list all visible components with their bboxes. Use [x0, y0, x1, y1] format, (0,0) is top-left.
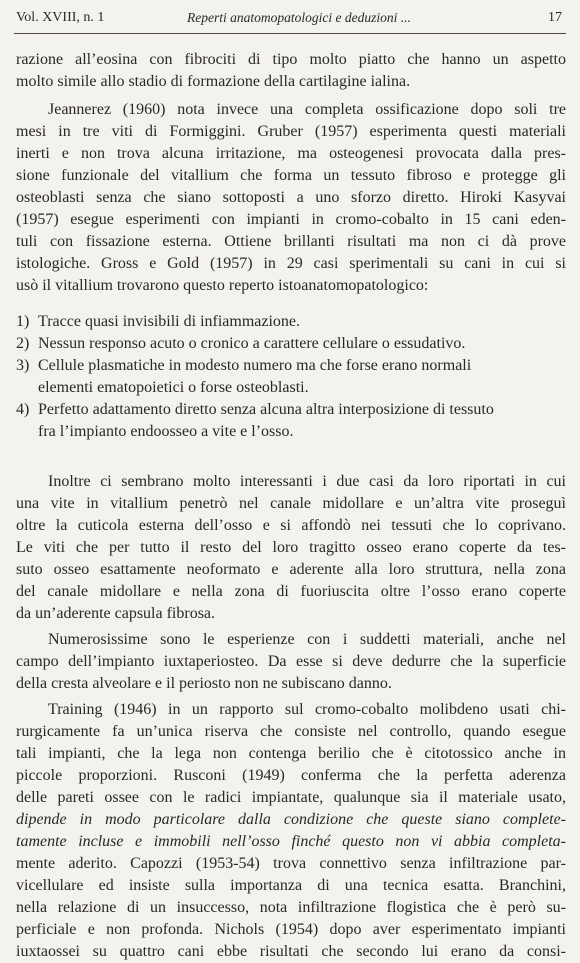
list-number: 2)	[16, 335, 30, 352]
list-line	[16, 399, 566, 421]
text-line: suto osseo esattamente neoformato e aderente alla loro struttura, nella zona	[16, 561, 566, 578]
list-line	[16, 355, 566, 377]
list-number: 4)	[16, 401, 30, 418]
text-line: della cresta alveolare e il periosto non ne subiscano danno.	[16, 675, 392, 692]
text-line: perficiale e non profonda. Nichols (1954) dopo aver esperimentato impianti	[16, 921, 566, 938]
text-line: inerti e non trova alcuna irritazione, ma osteogenesi provocata dalla pres-	[16, 145, 566, 162]
list-line: elementi ematopoietici o forse osteoblasti.	[38, 379, 309, 396]
text-line: Training (1946) in un rapporto sul cromo-cobalto molibdeno usati chi-	[48, 701, 566, 718]
list-text: Perfetto adattamento diretto senza alcuna altra interposizione di tessuto	[38, 401, 494, 418]
text-line: mente aderito. Capozzi (1953-54) trova connettivo senza infiltrazione par-	[16, 855, 566, 872]
text-line: tali impianti, che la lega non contenga berilio che è citotossico anche in	[16, 745, 566, 762]
list-text: Cellule plasmatiche in modesto numero ma che forse erano normali	[38, 357, 472, 374]
list-number: 3)	[16, 357, 30, 374]
text-line: piccole proporzioni. Rusconi (1949) conferma che la perfetta aderenza	[16, 767, 566, 784]
page-header	[16, 10, 564, 32]
text-line: Numerosissime sono le esperienze con i suddetti materiali, anche nel	[48, 631, 566, 648]
text-line: rurgicamente fa un’unica riserva che consiste nel controllo, quando esegue	[16, 723, 566, 740]
text-line: delle pareti ossee con le radici impiantate, qualunque sia il materiale usato,	[16, 789, 566, 806]
text-line: molto simile allo stadio di formazione della cartilagine ialina.	[16, 73, 411, 90]
paragraph-3	[16, 471, 566, 625]
paragraph-4	[16, 629, 566, 695]
paragraph-1	[16, 49, 566, 93]
text-line: tuli con fissazione esterna. Ottiene brillanti risultati ma non ci dà prove	[16, 233, 566, 250]
list-number: 1)	[16, 313, 30, 330]
text-line: iuxtaossei su quattro cani ebbe risultati che secondo lui erano da consi-	[16, 943, 566, 960]
text-line: del canale midollare e nella zona di fuoriuscita oltre l’osso erano coperte	[16, 583, 566, 600]
text-line: nella relazione di un insuccesso, nota infiltrazione flogistica che è però su-	[16, 899, 566, 916]
text-line: istologiche. Gross e Gold (1957) in 29 casi sperimentali su cani in cui si	[16, 255, 566, 272]
numbered-list	[16, 311, 566, 443]
text-line: Inoltre ci sembrano molto interessanti i due casi da loro riportati in cui	[48, 473, 566, 490]
italic-line: tamente incluse e immobili nell’osso finché questo non vi abbia completa-	[16, 833, 566, 850]
list-line: fra l’impianto endoosseo a vite e l’osso.	[38, 423, 294, 440]
list-item	[16, 399, 566, 443]
text-line: osteoblasti senza che siano sottoposti a uno sforzo diretto. Hiroki Kasyvai	[16, 189, 566, 206]
list-line	[16, 333, 566, 355]
text-line: razione all’eosina con fibrociti di tipo molto piatto che hanno un aspetto	[16, 51, 566, 68]
page-number: 17	[548, 10, 562, 25]
text-line: campo dell’impianto iuxtaperiosteo. Da esse si deve dedurre che la superficie	[16, 653, 566, 670]
text-line: (1957) esegue esperimenti con impianti in cromo-cobalto in 15 cani eden-	[16, 211, 566, 228]
paragraph-5	[16, 699, 566, 963]
text-line: una vite in vitallium penetrò nel canale midollare e un’altra vite proseguì	[16, 495, 566, 512]
spacer	[16, 297, 566, 311]
text-line: oltre la cuticola esterna dell’osso e si affondò nei tessuti che lo coprivano.	[16, 517, 566, 534]
spacer	[16, 443, 566, 471]
list-item	[16, 311, 566, 333]
text-line: da un’aderente capsula fibrosa.	[16, 605, 216, 622]
page-body	[16, 49, 566, 963]
text-line: mesi in tre viti di Formiggini. Gruber (1957) esperimenta questi materiali	[16, 123, 566, 140]
italic-line: dipende in modo particolare dalla condizione che queste siano complete-	[16, 811, 566, 828]
list-item	[16, 355, 566, 399]
header-rule	[14, 33, 566, 34]
text-line: vicellulare ed insiste sulla importanza di una tecnica esatta. Branchini,	[16, 877, 566, 894]
text-line: usò il vitallium trovarono questo reperto istoanatomopatologico:	[16, 277, 429, 294]
volume-label: Vol. XVIII, n. 1	[16, 10, 105, 25]
paragraph-2	[16, 99, 566, 297]
text-line: Le viti che per tutto il resto del loro tragitto osseo erano coperte da tes-	[16, 539, 566, 556]
list-item	[16, 333, 566, 355]
running-title: Reperti anatomopatologici e deduzioni ...	[187, 10, 411, 25]
text-line: sione funzionale del vitallium che forma un tessuto fibroso e protegge gli	[16, 167, 566, 184]
list-line	[16, 311, 566, 333]
text-line: Jeannerez (1960) nota invece una completa ossificazione dopo soli tre	[48, 101, 566, 118]
list-text: Nessun responso acuto o cronico a carattere cellulare o essudativo.	[38, 335, 466, 352]
list-text: Tracce quasi invisibili di infiammazione.	[38, 313, 301, 330]
